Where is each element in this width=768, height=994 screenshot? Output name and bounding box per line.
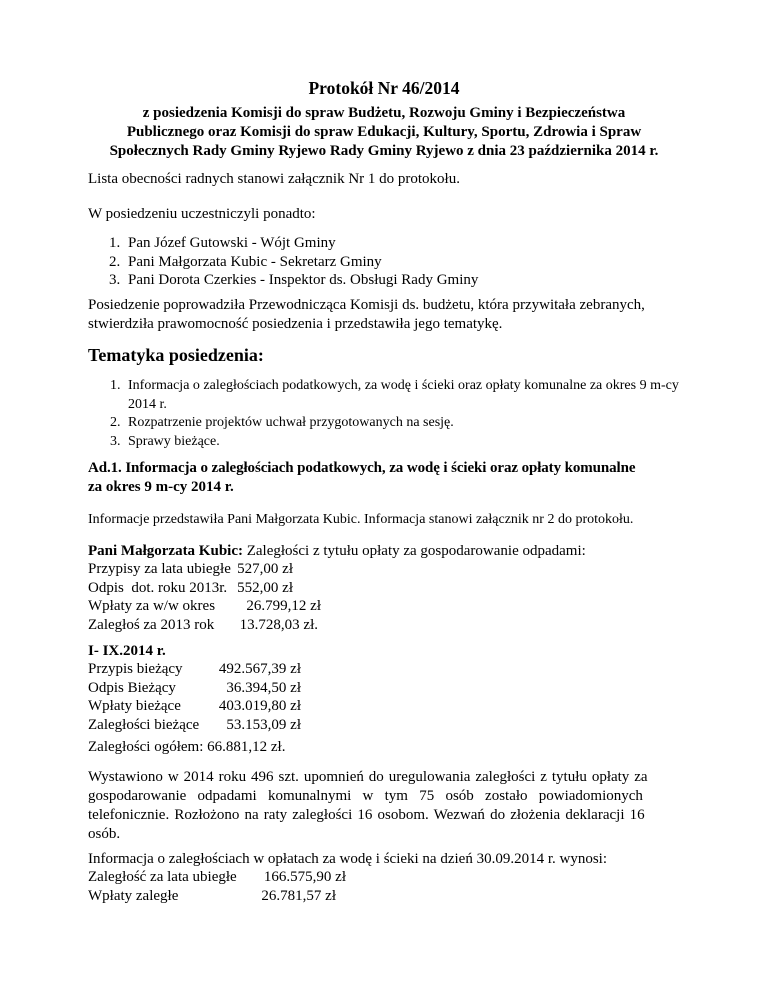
- document-title: Protokół Nr 46/2014: [308, 78, 460, 98]
- agenda-list: [88, 377, 680, 451]
- row-label: Odpis dot. roku 2013r.: [88, 579, 228, 596]
- subtitle-line: Publicznego oraz Komisji do spraw Edukacji, Kultury, Sportu, Zdrowia i Spraw: [126, 124, 642, 140]
- table-row: [88, 697, 301, 716]
- list-item: 1. Informacja o zaległościach podatkowych, za wodę i ścieki oraz opłaty komunalne za okres 9 m-cy 2014 r.: [124, 377, 680, 414]
- paragraph-line: gospodarowanie odpadami komunalnymi w tym 75 osób zostało powiadomionych: [88, 788, 643, 804]
- row-label: Wpłaty bieżące: [88, 698, 181, 714]
- participants-list: [88, 234, 478, 290]
- speaker-line: [88, 542, 586, 561]
- water-intro: Informacja o zaległościach w opłatach za wodę i ścieki na dzień 30.09.2014 r. wynosi:: [88, 851, 607, 867]
- document-subtitle: [88, 104, 680, 161]
- table-row: [88, 716, 301, 735]
- list-item: 3. Sprawy bieżące.: [124, 433, 680, 452]
- row-value: 13.728,03 zł.: [239, 616, 318, 633]
- table-row: [88, 560, 321, 579]
- row-label: Zaległoś za 2013 rok: [88, 616, 215, 633]
- table-row: [88, 868, 346, 887]
- row-label: Przypisy za lata ubiegłe: [88, 561, 231, 577]
- table-row: [88, 660, 301, 679]
- row-value: 53.153,09 zł: [226, 716, 301, 733]
- section1-heading: [88, 459, 680, 497]
- water-table: [88, 868, 346, 905]
- list-item: 3. Pani Dorota Czerkies - Inspektor ds. Obsługi Rady Gminy: [124, 271, 478, 290]
- heading-line: za okres 9 m-cy 2014 r.: [88, 479, 234, 495]
- speaker-text: Zaległości z tytułu opłaty za gospodarowanie odpadami:: [242, 543, 586, 559]
- total-arrears: Zaległości ogółem: 66.881,12 zł.: [88, 739, 286, 755]
- row-value: 36.394,50 zł: [226, 679, 301, 696]
- row-label: Zaległość za lata ubiegłe: [88, 869, 237, 885]
- past-years-table: [88, 560, 321, 634]
- table-row: [88, 616, 321, 635]
- current-period-table: [88, 660, 301, 734]
- paragraph-line: Posiedzenie poprowadziła Przewodnicząca Komisji ds. budżetu, która przywitała zebranych,: [88, 297, 645, 313]
- list-item: 2. Rozpatrzenie projektów uchwał przygotowanych na sesję.: [124, 414, 680, 433]
- opening-paragraph: [88, 296, 645, 334]
- paragraph-line: telefonicznie. Rozłożono na raty zaległości 16 osobom. Wezwań do złożenia deklaracji 16: [88, 807, 645, 823]
- row-value: 26.781,57 zł: [261, 887, 336, 904]
- table-row: [88, 579, 321, 598]
- heading-line: Ad.1. Informacja o zaległościach podatkowych, za wodę i ścieki oraz opłaty komunalne: [88, 460, 636, 476]
- speaker-name: Pani Małgorzata Kubic:: [88, 543, 243, 559]
- subtitle-line: z posiedzenia Komisji do spraw Budżetu, Rozwoju Gminy i Bezpieczeństwa: [142, 105, 626, 121]
- row-label: Przypis bieżący: [88, 661, 183, 677]
- paragraph-line: stwierdziła prawomocność posiedzenia i przedstawiła jego tematykę.: [88, 316, 503, 332]
- row-label: Zaległości bieżące: [88, 716, 200, 733]
- list-item: 2. Pani Małgorzata Kubic - Sekretarz Gminy: [124, 253, 478, 272]
- row-label: Odpis Bieżący: [88, 679, 176, 696]
- table-row: [88, 887, 346, 906]
- agenda-heading: Tematyka posiedzenia:: [88, 345, 264, 365]
- row-value: 552,00 zł: [237, 579, 293, 596]
- row-label: Wpłaty za w/w okres: [88, 598, 216, 614]
- row-value: 527,00 zł: [237, 561, 293, 577]
- reminders-paragraph: [88, 768, 680, 844]
- row-value: 492.567,39 zł: [218, 661, 301, 677]
- participants-intro: W posiedzeniu uczestniczyli ponadto:: [88, 206, 316, 222]
- paragraph-line: Wystawiono w 2014 roku 496 szt. upomnień do uregulowania zaległości z tytułu opłaty za: [88, 769, 648, 785]
- row-value: 166.575,90 zł: [263, 869, 346, 885]
- subtitle-line: Społecznych Rady Gminy Ryjewo Rady Gminy Ryjewo z dnia 23 października 2014 r.: [109, 143, 659, 159]
- section1-info: Informacje przedstawiła Pani Małgorzata Kubic. Informacja stanowi załącznik nr 2 do protokołu.: [88, 512, 634, 527]
- paragraph-line: osób.: [88, 826, 121, 842]
- attendance-note: Lista obecności radnych stanowi załącznik Nr 1 do protokołu.: [88, 171, 460, 187]
- row-label: Wpłaty zaległe: [88, 887, 179, 904]
- period-heading: I- IX.2014 r.: [88, 643, 166, 659]
- table-row: [88, 679, 301, 698]
- list-item: 1. Pan Józef Gutowski - Wójt Gminy: [124, 234, 478, 253]
- row-value: 26.799,12 zł: [246, 598, 321, 614]
- row-value: 403.019,80 zł: [218, 698, 301, 714]
- table-row: [88, 597, 321, 616]
